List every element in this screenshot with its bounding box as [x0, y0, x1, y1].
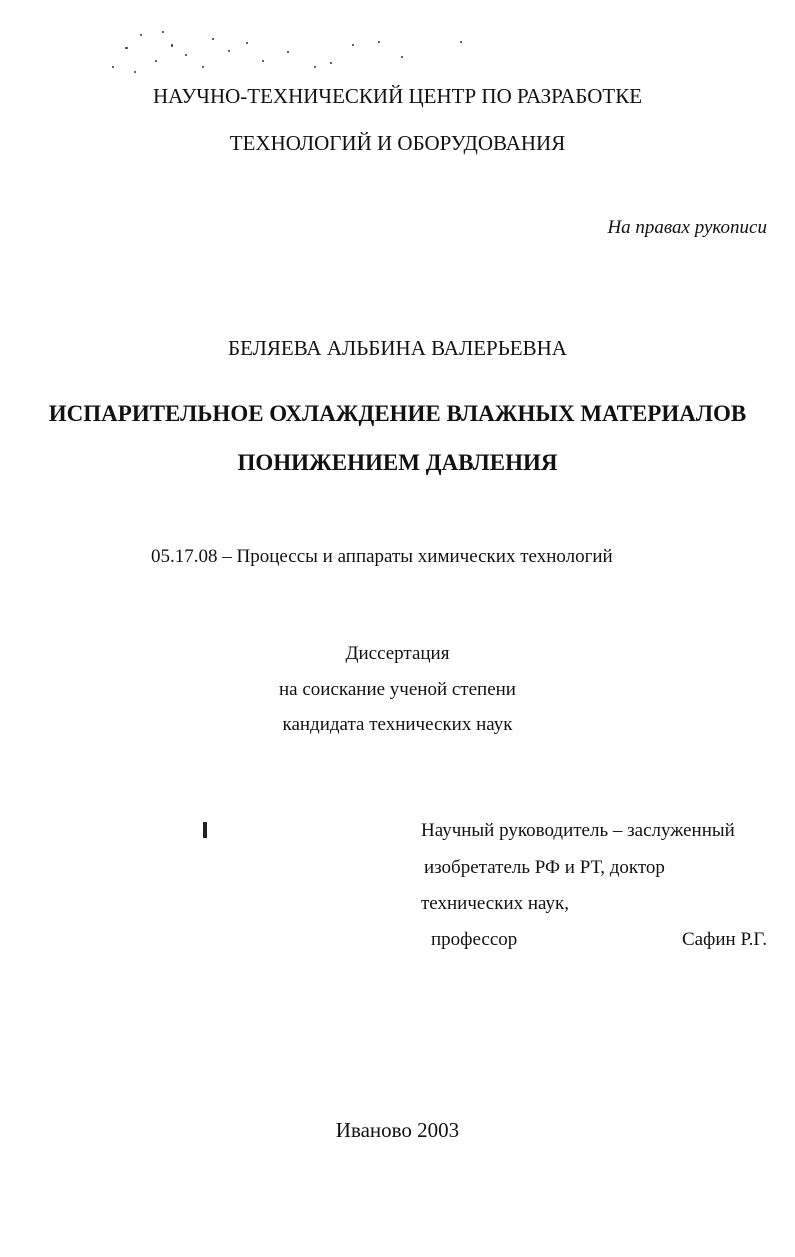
supervisor-line-3: технических наук, [421, 893, 569, 914]
scan-mark [203, 822, 207, 838]
dissertation-label: Диссертация [345, 643, 450, 664]
author-name: БЕЛЯЕВА АЛЬБИНА ВАЛЕРЬЕВНА [228, 336, 567, 360]
supervisor-line-1: Научный руководитель – заслуженный [421, 820, 735, 841]
title-line-1: ИСПАРИТЕЛЬНОЕ ОХЛАЖДЕНИЕ ВЛАЖНЫХ МАТЕРИАЛОВ [48, 401, 747, 426]
organization-line-1: НАУЧНО-ТЕХНИЧЕСКИЙ ЦЕНТР ПО РАЗРАБОТКЕ [152, 84, 643, 108]
supervisor-position: профессор [431, 929, 518, 950]
dissertation-field-line: кандидата технических наук [282, 714, 513, 735]
organization-line-2: ТЕХНОЛОГИЙ И ОБОРУДОВАНИЯ [229, 131, 566, 155]
supervisor-line-2: изобретатель РФ и РТ, доктор [424, 857, 665, 878]
specialty-code: 05.17.08 – Процессы и аппараты химических технологий [151, 546, 613, 567]
dissertation-degree-line: на соискание ученой степени [279, 679, 516, 700]
title-line-2: ПОНИЖЕНИЕМ ДАВЛЕНИЯ [237, 450, 558, 475]
manuscript-note: На правах рукописи [607, 217, 767, 238]
supervisor-name: Сафин Р.Г. [681, 929, 767, 950]
city-year: Иваново 2003 [335, 1118, 460, 1142]
